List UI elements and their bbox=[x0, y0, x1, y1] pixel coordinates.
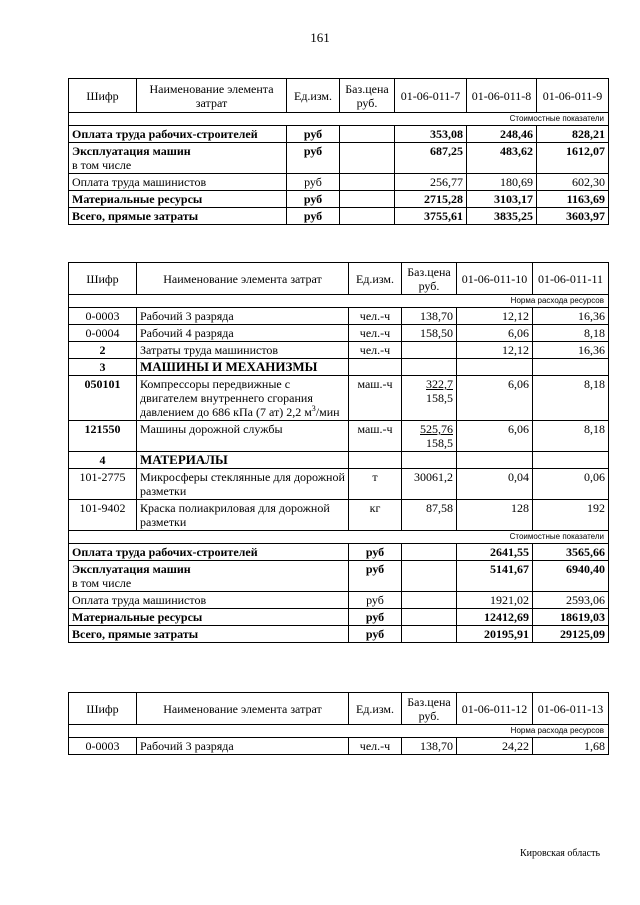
cost-item-name bbox=[69, 626, 349, 643]
cost-item-label: Эксплуатация машин bbox=[72, 144, 191, 158]
unit-cell: руб bbox=[287, 208, 340, 225]
table-row bbox=[69, 191, 609, 208]
unit-cell bbox=[349, 452, 402, 469]
cost-table-1 bbox=[68, 78, 609, 225]
price-cell bbox=[402, 626, 457, 643]
price-cell bbox=[402, 469, 457, 500]
value-cell: 29125,09 bbox=[533, 626, 609, 643]
unit-cell: маш.-ч bbox=[349, 376, 402, 421]
header-name: Наименование элемента затрат bbox=[137, 693, 349, 725]
header-unit: Ед.изм. bbox=[349, 693, 402, 725]
value-cell: 6,06 bbox=[457, 325, 533, 342]
table-row bbox=[69, 592, 609, 609]
price-value: 322,7 bbox=[426, 377, 453, 391]
price-cell bbox=[340, 174, 395, 191]
value-cell: 16,36 bbox=[533, 308, 609, 325]
table-row bbox=[69, 174, 609, 191]
price-cell bbox=[402, 325, 457, 342]
price-cell bbox=[402, 738, 457, 755]
table-row bbox=[69, 342, 609, 359]
unit-cell: чел.-ч bbox=[349, 325, 402, 342]
cost-item-name bbox=[69, 143, 287, 174]
resource-code: 2 bbox=[69, 342, 137, 359]
table-header bbox=[69, 79, 609, 113]
section-label: Стоимостные показатели bbox=[69, 531, 609, 544]
value-cell: 8,18 bbox=[533, 421, 609, 452]
cost-item-name bbox=[69, 544, 349, 561]
header-base-price: Баз.цена руб. bbox=[402, 263, 457, 295]
price-cell bbox=[340, 191, 395, 208]
value-cell: 3565,66 bbox=[533, 544, 609, 561]
unit-cell bbox=[349, 359, 402, 376]
table-header bbox=[69, 693, 609, 725]
value-cell: 2641,55 bbox=[457, 544, 533, 561]
price-cell bbox=[340, 143, 395, 174]
price-cell bbox=[402, 421, 457, 452]
value-cell: 8,18 bbox=[533, 376, 609, 421]
value-cell: 0,06 bbox=[533, 469, 609, 500]
unit-cell: руб bbox=[349, 609, 402, 626]
price-value-secondary: 158,5 bbox=[426, 436, 453, 450]
value-cell: 2715,28 bbox=[395, 191, 467, 208]
resource-code: 0-0004 bbox=[69, 325, 137, 342]
resource-code: 101-2775 bbox=[69, 469, 137, 500]
price-cell bbox=[402, 452, 457, 469]
value-cell: 3835,25 bbox=[467, 208, 537, 225]
value-cell: 3103,17 bbox=[467, 191, 537, 208]
value-cell: 353,08 bbox=[395, 126, 467, 143]
value-cell: 6940,40 bbox=[533, 561, 609, 592]
value-cell: 6,06 bbox=[457, 376, 533, 421]
resource-name bbox=[137, 308, 349, 325]
resource-code: 0-0003 bbox=[69, 738, 137, 755]
cost-item-label: Материальные ресурсы bbox=[72, 192, 203, 206]
resource-name bbox=[137, 500, 349, 531]
resource-name bbox=[137, 738, 349, 755]
value-cell: 12,12 bbox=[457, 308, 533, 325]
value-cell: 128 bbox=[457, 500, 533, 531]
section-label: Стоимостные показатели bbox=[69, 113, 609, 126]
value-cell: 256,77 bbox=[395, 174, 467, 191]
value-cell: 8,18 bbox=[533, 325, 609, 342]
table-row bbox=[69, 738, 609, 755]
cost-item-name bbox=[69, 208, 287, 225]
resource-label: Рабочий 4 разряда bbox=[140, 326, 234, 340]
value-cell: 3755,61 bbox=[395, 208, 467, 225]
cost-item-label: Материальные ресурсы bbox=[72, 610, 203, 624]
price-cell bbox=[402, 500, 457, 531]
resource-code: 3 bbox=[69, 359, 137, 376]
cost-item-label: Эксплуатация машин bbox=[72, 562, 191, 576]
value-cell: 1612,07 bbox=[537, 143, 609, 174]
unit-cell: кг bbox=[349, 500, 402, 531]
unit-superscript: 3 bbox=[311, 404, 316, 413]
price-value: 138,70 bbox=[420, 309, 453, 323]
table-row bbox=[69, 376, 609, 421]
price-cell bbox=[402, 359, 457, 376]
value-cell: 12,12 bbox=[457, 342, 533, 359]
cost-item-label: Оплата труда рабочих-строителей bbox=[72, 127, 258, 141]
resource-name bbox=[137, 421, 349, 452]
price-cell bbox=[402, 561, 457, 592]
header-code: Шифр bbox=[69, 263, 137, 295]
cost-item-label: Оплата труда рабочих-строителей bbox=[72, 545, 258, 559]
value-cell: 483,62 bbox=[467, 143, 537, 174]
header-column: 01-06-011-8 bbox=[467, 79, 537, 113]
price-cell bbox=[402, 342, 457, 359]
header-name: Наименование элемента затрат bbox=[137, 263, 349, 295]
cost-item-label: Оплата труда машинистов bbox=[72, 593, 207, 607]
unit-tail: /мин bbox=[315, 405, 340, 419]
value-cell: 828,21 bbox=[537, 126, 609, 143]
value-cell: 12412,69 bbox=[457, 609, 533, 626]
value-cell bbox=[457, 359, 533, 376]
table-row bbox=[69, 421, 609, 452]
unit-cell: руб bbox=[287, 174, 340, 191]
resource-label: Микросферы стеклянные для дорожной разметки bbox=[140, 470, 345, 498]
footer-region: Кировская область bbox=[520, 848, 601, 859]
resource-name bbox=[137, 376, 349, 421]
resource-code: 050101 bbox=[69, 376, 137, 421]
value-cell: 18619,03 bbox=[533, 609, 609, 626]
resource-label: Рабочий 3 разряда bbox=[140, 309, 234, 323]
cost-item-name bbox=[69, 191, 287, 208]
value-cell: 248,46 bbox=[467, 126, 537, 143]
table-row bbox=[69, 143, 609, 174]
table-row bbox=[69, 544, 609, 561]
header-column: 01-06-011-9 bbox=[537, 79, 609, 113]
header-name: Наименование элемента затрат bbox=[137, 79, 287, 113]
value-cell bbox=[533, 452, 609, 469]
resource-name bbox=[137, 452, 349, 469]
resource-label: МАТЕРИАЛЫ bbox=[140, 452, 228, 467]
price-cell bbox=[402, 609, 457, 626]
cost-item-label: Оплата труда машинистов bbox=[72, 175, 207, 189]
table-row bbox=[69, 500, 609, 531]
page-number: 161 bbox=[310, 30, 330, 45]
table-row bbox=[69, 359, 609, 376]
unit-cell: маш.-ч bbox=[349, 421, 402, 452]
price-cell bbox=[340, 126, 395, 143]
cost-item-name bbox=[69, 609, 349, 626]
section-label: Норма расхода ресурсов bbox=[69, 725, 609, 738]
unit-cell: чел.-ч bbox=[349, 308, 402, 325]
resource-label: Рабочий 3 разряда bbox=[140, 739, 234, 753]
value-cell: 5141,67 bbox=[457, 561, 533, 592]
resource-label: МАШИНЫ И МЕХАНИЗМЫ bbox=[140, 359, 318, 374]
value-cell: 192 bbox=[533, 500, 609, 531]
unit-cell: руб bbox=[349, 592, 402, 609]
header-unit: Ед.изм. bbox=[287, 79, 340, 113]
header-base-price: Баз.цена руб. bbox=[402, 693, 457, 725]
price-value: 525,76 bbox=[420, 422, 453, 436]
header-column: 01-06-011-10 bbox=[457, 263, 533, 295]
resource-label: Краска полиакриловая для дорожной разметки bbox=[140, 501, 330, 529]
cost-item-sublabel: в том числе bbox=[72, 576, 132, 590]
price-cell bbox=[340, 208, 395, 225]
price-cell bbox=[402, 544, 457, 561]
resource-code: 4 bbox=[69, 452, 137, 469]
table-row bbox=[69, 452, 609, 469]
value-cell: 1,68 bbox=[533, 738, 609, 755]
header-unit: Ед.изм. bbox=[349, 263, 402, 295]
unit-cell: руб bbox=[287, 126, 340, 143]
table-row bbox=[69, 561, 609, 592]
value-cell: 180,69 bbox=[467, 174, 537, 191]
price-value: 158,50 bbox=[420, 326, 453, 340]
header-base-price: Баз.цена руб. bbox=[340, 79, 395, 113]
resource-label: Компрессоры передвижные с двигателем внутреннего сгорания давлением до 686 кПа (7 ат) 2,2 м bbox=[140, 377, 313, 419]
value-cell: 0,04 bbox=[457, 469, 533, 500]
price-cell bbox=[402, 308, 457, 325]
value-cell bbox=[533, 359, 609, 376]
resource-label: Затраты труда машинистов bbox=[140, 343, 279, 357]
value-cell: 16,36 bbox=[533, 342, 609, 359]
value-cell: 1921,02 bbox=[457, 592, 533, 609]
unit-cell: руб bbox=[287, 191, 340, 208]
value-cell: 6,06 bbox=[457, 421, 533, 452]
resource-code: 101-9402 bbox=[69, 500, 137, 531]
unit-cell: чел.-ч bbox=[349, 738, 402, 755]
table-row bbox=[69, 626, 609, 643]
value-cell: 602,30 bbox=[537, 174, 609, 191]
unit-cell: чел.-ч bbox=[349, 342, 402, 359]
resource-label: Машины дорожной службы bbox=[140, 422, 283, 436]
section-label: Норма расхода ресурсов bbox=[69, 295, 609, 308]
value-cell: 2593,06 bbox=[533, 592, 609, 609]
cost-item-sublabel: в том числе bbox=[72, 158, 132, 172]
cost-table-3 bbox=[68, 692, 609, 755]
table-header bbox=[69, 263, 609, 295]
unit-cell: руб bbox=[349, 561, 402, 592]
table-row bbox=[69, 126, 609, 143]
cost-item-name bbox=[69, 126, 287, 143]
cost-item-label: Всего, прямые затраты bbox=[72, 209, 199, 223]
value-cell: 1163,69 bbox=[537, 191, 609, 208]
header-column: 01-06-011-12 bbox=[457, 693, 533, 725]
header-column: 01-06-011-11 bbox=[533, 263, 609, 295]
table-row bbox=[69, 208, 609, 225]
header-code: Шифр bbox=[69, 693, 137, 725]
table-row bbox=[69, 325, 609, 342]
resource-code: 0-0003 bbox=[69, 308, 137, 325]
price-value: 30061,2 bbox=[414, 470, 453, 484]
table-row bbox=[69, 308, 609, 325]
price-cell bbox=[402, 376, 457, 421]
cost-item-name bbox=[69, 561, 349, 592]
resource-name bbox=[137, 359, 349, 376]
price-value: 87,58 bbox=[426, 501, 453, 515]
header-code: Шифр bbox=[69, 79, 137, 113]
value-cell: 24,22 bbox=[457, 738, 533, 755]
value-cell: 687,25 bbox=[395, 143, 467, 174]
unit-cell: руб bbox=[287, 143, 340, 174]
cost-item-name bbox=[69, 592, 349, 609]
unit-cell: руб bbox=[349, 544, 402, 561]
cost-item-name bbox=[69, 174, 287, 191]
resource-name bbox=[137, 325, 349, 342]
table-row bbox=[69, 469, 609, 500]
value-cell: 20195,91 bbox=[457, 626, 533, 643]
header-column: 01-06-011-7 bbox=[395, 79, 467, 113]
table-row bbox=[69, 609, 609, 626]
value-cell bbox=[457, 452, 533, 469]
cost-item-label: Всего, прямые затраты bbox=[72, 627, 199, 641]
price-value-secondary: 158,5 bbox=[426, 391, 453, 405]
cost-table-2 bbox=[68, 262, 609, 643]
value-cell: 3603,97 bbox=[537, 208, 609, 225]
price-value: 138,70 bbox=[420, 739, 453, 753]
resource-code: 121550 bbox=[69, 421, 137, 452]
price-cell bbox=[402, 592, 457, 609]
unit-cell: руб bbox=[349, 626, 402, 643]
resource-name bbox=[137, 469, 349, 500]
resource-name bbox=[137, 342, 349, 359]
unit-cell: т bbox=[349, 469, 402, 500]
header-column: 01-06-011-13 bbox=[533, 693, 609, 725]
